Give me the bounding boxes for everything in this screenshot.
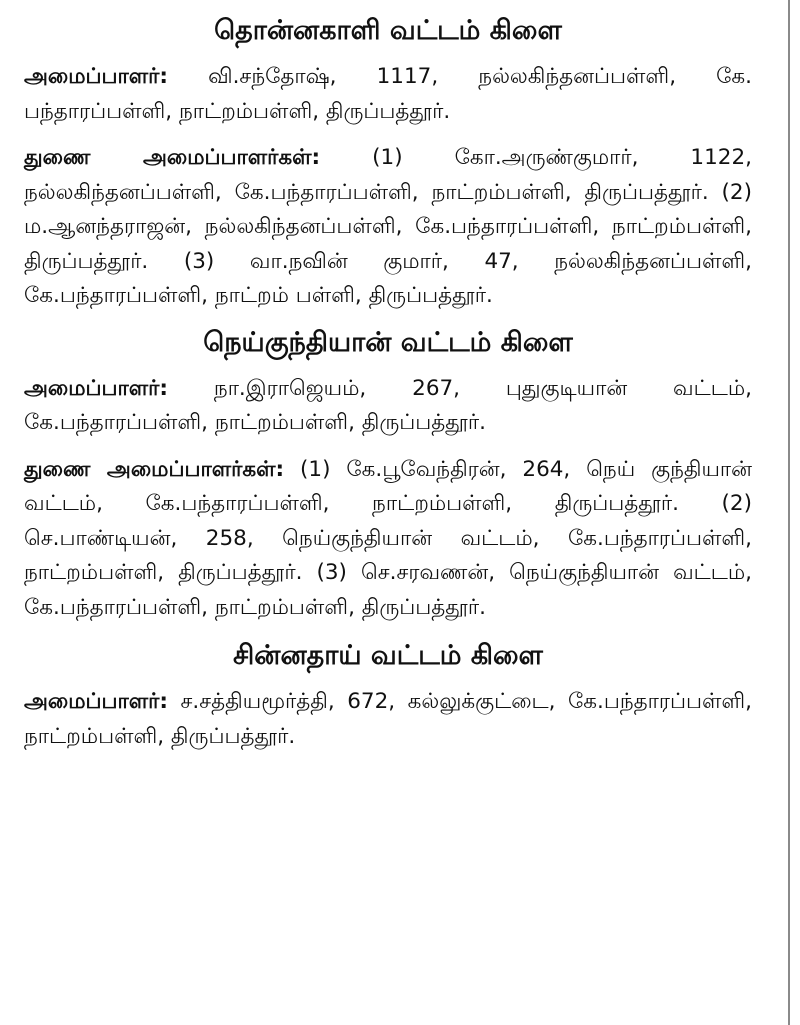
section-heading-chinnathai: சின்னதாய் வட்டம் கிளை — [233, 640, 543, 671]
deputy-organizers-label: துணை அமைப்பாளர்கள்: — [24, 456, 285, 482]
organizer-paragraph — [24, 372, 752, 441]
organizer-details: நா.இராஜெயம், 267, புதுகுடியான் வட்டம், கே.பந்தாரப்பள்ளி, நாட்றம்பள்ளி, திருப்பத்தூர். — [24, 375, 752, 435]
section-heading-neykunthiyan: நெய்குந்தியான் வட்டம் கிளை — [203, 326, 573, 358]
organizer-details: வி.சந்தோஷ், 1117, நல்லகிந்தனப்பள்ளி, கே. பந்தாரப்பள்ளி, நாட்றம்பள்ளி, திருப்பத்தூர். — [24, 64, 752, 124]
organizer-label: அமைப்பாளர்: — [24, 375, 169, 401]
deputy-organizers-label: துணை அமைப்பாளர்கள்: — [24, 145, 321, 170]
organizer-paragraph — [24, 60, 752, 129]
organizer-label: அமைப்பாளர்: — [24, 689, 169, 714]
organizer-paragraph — [24, 685, 752, 754]
organizer-details: ச.சத்தியமூர்த்தி, 672, கல்லுக்குட்டை, கே.பந்தாரப்பள்ளி, நாட்றம்பள்ளி, திருப்பத்தூர். — [24, 689, 752, 749]
column-rule — [788, 0, 790, 1025]
section-heading-tonnakali: தொன்னகாளி வட்டம் கிளை — [214, 15, 562, 46]
deputy-organizers-paragraph — [24, 141, 752, 314]
deputy-organizers-paragraph — [24, 453, 752, 626]
organizer-label: அமைப்பாளர்: — [24, 64, 169, 89]
deputy-organizers-details: (1) கே.பூவேந்திரன், 264, நெய் குந்தியான் வட்டம், கே.பந்தாரப்பள்ளி, நாட்றம்பள்ளி, திருப்பத்தூர். (2) செ.பாண்டியன், 258, நெய்குந்தியான் வட்டம், கே.பந்தாரப்பள்ளி, நாட்றம்பள்ளி, திருப்பத்தூர். (3) செ.சரவணன், நெய்குந்தியான் வட்டம், கே.பந்தாரப்பள்ளி, நாட்றம்பள்ளி, திருப்பத்தூர். — [24, 456, 752, 620]
deputy-organizers-details: (1) கோ.அருண்குமார், 1122, நல்லகிந்தனப்பள்ளி, கே.பந்தாரப்பள்ளி, நாட்றம்பள்ளி, திருப்பத்தூர். (2) ம.ஆனந்தராஜன், நல்லகிந்தனப்பள்ளி, கே.பந்தாரப்பள்ளி, நாட்றம்பள்ளி, திருப்பத்தூர். (3) வா.நவின் குமார், 47, நல்லகிந்தனப்பள்ளி, கே.பந்தாரப்பள்ளி, நாட்றம் பள்ளி, திருப்பத்தூர். — [24, 145, 752, 308]
